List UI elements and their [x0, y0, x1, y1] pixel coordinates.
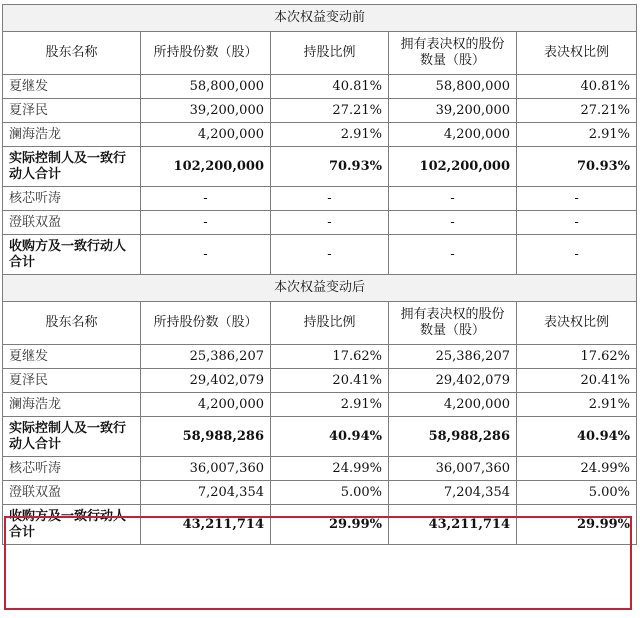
shares-held: 7,204,354 — [141, 481, 271, 505]
voting-ratio: 20.41% — [517, 369, 637, 393]
voting-shares: 4,200,000 — [389, 123, 517, 147]
table-row — [3, 457, 637, 481]
header-voting-ratio: 表决权比例 — [517, 32, 637, 75]
voting-shares: - — [389, 187, 517, 211]
voting-shares: - — [389, 235, 517, 275]
shares-held: 4,200,000 — [141, 123, 271, 147]
voting-ratio: 40.81% — [517, 75, 637, 99]
shares-held: 36,007,360 — [141, 457, 271, 481]
shares-held: 29,402,079 — [141, 369, 271, 393]
shareholder-name: 实际控制人及一致行动人合计 — [3, 417, 141, 457]
shareholder-name: 夏继发 — [3, 345, 141, 369]
voting-shares: 58,800,000 — [389, 75, 517, 99]
voting-ratio: - — [517, 211, 637, 235]
holding-ratio: 24.99% — [271, 457, 389, 481]
shares-held: 43,211,714 — [141, 505, 271, 545]
section-title-after: 本次权益变动后 — [3, 275, 637, 302]
section-title-before: 本次权益变动前 — [3, 5, 637, 32]
table-row — [3, 187, 637, 211]
table-row — [3, 369, 637, 393]
voting-shares: 102,200,000 — [389, 147, 517, 187]
shares-held: 4,200,000 — [141, 393, 271, 417]
header-shareholder-name: 股东名称 — [3, 32, 141, 75]
shareholder-name: 夏泽民 — [3, 99, 141, 123]
holding-ratio: 70.93% — [271, 147, 389, 187]
voting-ratio: 2.91% — [517, 393, 637, 417]
voting-shares: 7,204,354 — [389, 481, 517, 505]
shares-held: - — [141, 235, 271, 275]
voting-shares: 29,402,079 — [389, 369, 517, 393]
header-shares-held: 所持股份数（股） — [141, 302, 271, 345]
voting-ratio: 17.62% — [517, 345, 637, 369]
total-row — [3, 147, 637, 187]
voting-ratio: - — [517, 235, 637, 275]
voting-ratio: 5.00% — [517, 481, 637, 505]
header-shares-held: 所持股份数（股） — [141, 32, 271, 75]
shareholder-name: 核芯听涛 — [3, 457, 141, 481]
shareholder-name: 夏泽民 — [3, 369, 141, 393]
holding-ratio: 20.41% — [271, 369, 389, 393]
table-row — [3, 481, 637, 505]
shares-held: 58,800,000 — [141, 75, 271, 99]
header-holding-ratio: 持股比例 — [271, 302, 389, 345]
shareholder-name: 夏继发 — [3, 75, 141, 99]
voting-shares: 58,988,286 — [389, 417, 517, 457]
holding-ratio: 17.62% — [271, 345, 389, 369]
table-row — [3, 393, 637, 417]
shares-held: 58,988,286 — [141, 417, 271, 457]
header-holding-ratio: 持股比例 — [271, 32, 389, 75]
shares-held: 39,200,000 — [141, 99, 271, 123]
voting-shares: 36,007,360 — [389, 457, 517, 481]
holding-ratio: - — [271, 211, 389, 235]
holding-ratio: 27.21% — [271, 99, 389, 123]
shares-held: - — [141, 187, 271, 211]
shares-held: 102,200,000 — [141, 147, 271, 187]
shares-held: 25,386,207 — [141, 345, 271, 369]
holding-ratio: - — [271, 235, 389, 275]
holding-ratio: - — [271, 187, 389, 211]
total-row — [3, 235, 637, 275]
header-voting-shares: 拥有表决权的股份数量（股） — [389, 302, 517, 345]
holding-ratio: 5.00% — [271, 481, 389, 505]
holding-ratio: 29.99% — [271, 505, 389, 545]
shares-held: - — [141, 211, 271, 235]
holding-ratio: 2.91% — [271, 393, 389, 417]
voting-ratio: - — [517, 187, 637, 211]
voting-ratio: 70.93% — [517, 147, 637, 187]
holding-ratio: 40.94% — [271, 417, 389, 457]
voting-ratio: 2.91% — [517, 123, 637, 147]
voting-ratio: 27.21% — [517, 99, 637, 123]
shareholder-name: 澜海浩龙 — [3, 123, 141, 147]
voting-ratio: 40.94% — [517, 417, 637, 457]
shareholder-name: 澄联双盈 — [3, 211, 141, 235]
table-row — [3, 345, 637, 369]
total-row — [3, 505, 637, 545]
table-row — [3, 99, 637, 123]
total-row — [3, 417, 637, 457]
voting-shares: 43,211,714 — [389, 505, 517, 545]
shareholder-name: 核芯听涛 — [3, 187, 141, 211]
voting-shares: 39,200,000 — [389, 99, 517, 123]
table-row — [3, 123, 637, 147]
holding-ratio: 40.81% — [271, 75, 389, 99]
header-shareholder-name: 股东名称 — [3, 302, 141, 345]
shareholder-name: 实际控制人及一致行动人合计 — [3, 147, 141, 187]
holding-ratio: 2.91% — [271, 123, 389, 147]
shareholder-name: 澄联双盈 — [3, 481, 141, 505]
table-row — [3, 211, 637, 235]
shareholder-name: 收购方及一致行动人合计 — [3, 235, 141, 275]
voting-ratio: 29.99% — [517, 505, 637, 545]
voting-shares: 25,386,207 — [389, 345, 517, 369]
voting-shares: 4,200,000 — [389, 393, 517, 417]
voting-ratio: 24.99% — [517, 457, 637, 481]
shareholder-name: 澜海浩龙 — [3, 393, 141, 417]
voting-shares: - — [389, 211, 517, 235]
table-row — [3, 75, 637, 99]
equity-change-table — [2, 4, 637, 545]
header-voting-ratio: 表决权比例 — [517, 302, 637, 345]
header-voting-shares: 拥有表决权的股份数量（股） — [389, 32, 517, 75]
shareholder-name: 收购方及一致行动人合计 — [3, 505, 141, 545]
